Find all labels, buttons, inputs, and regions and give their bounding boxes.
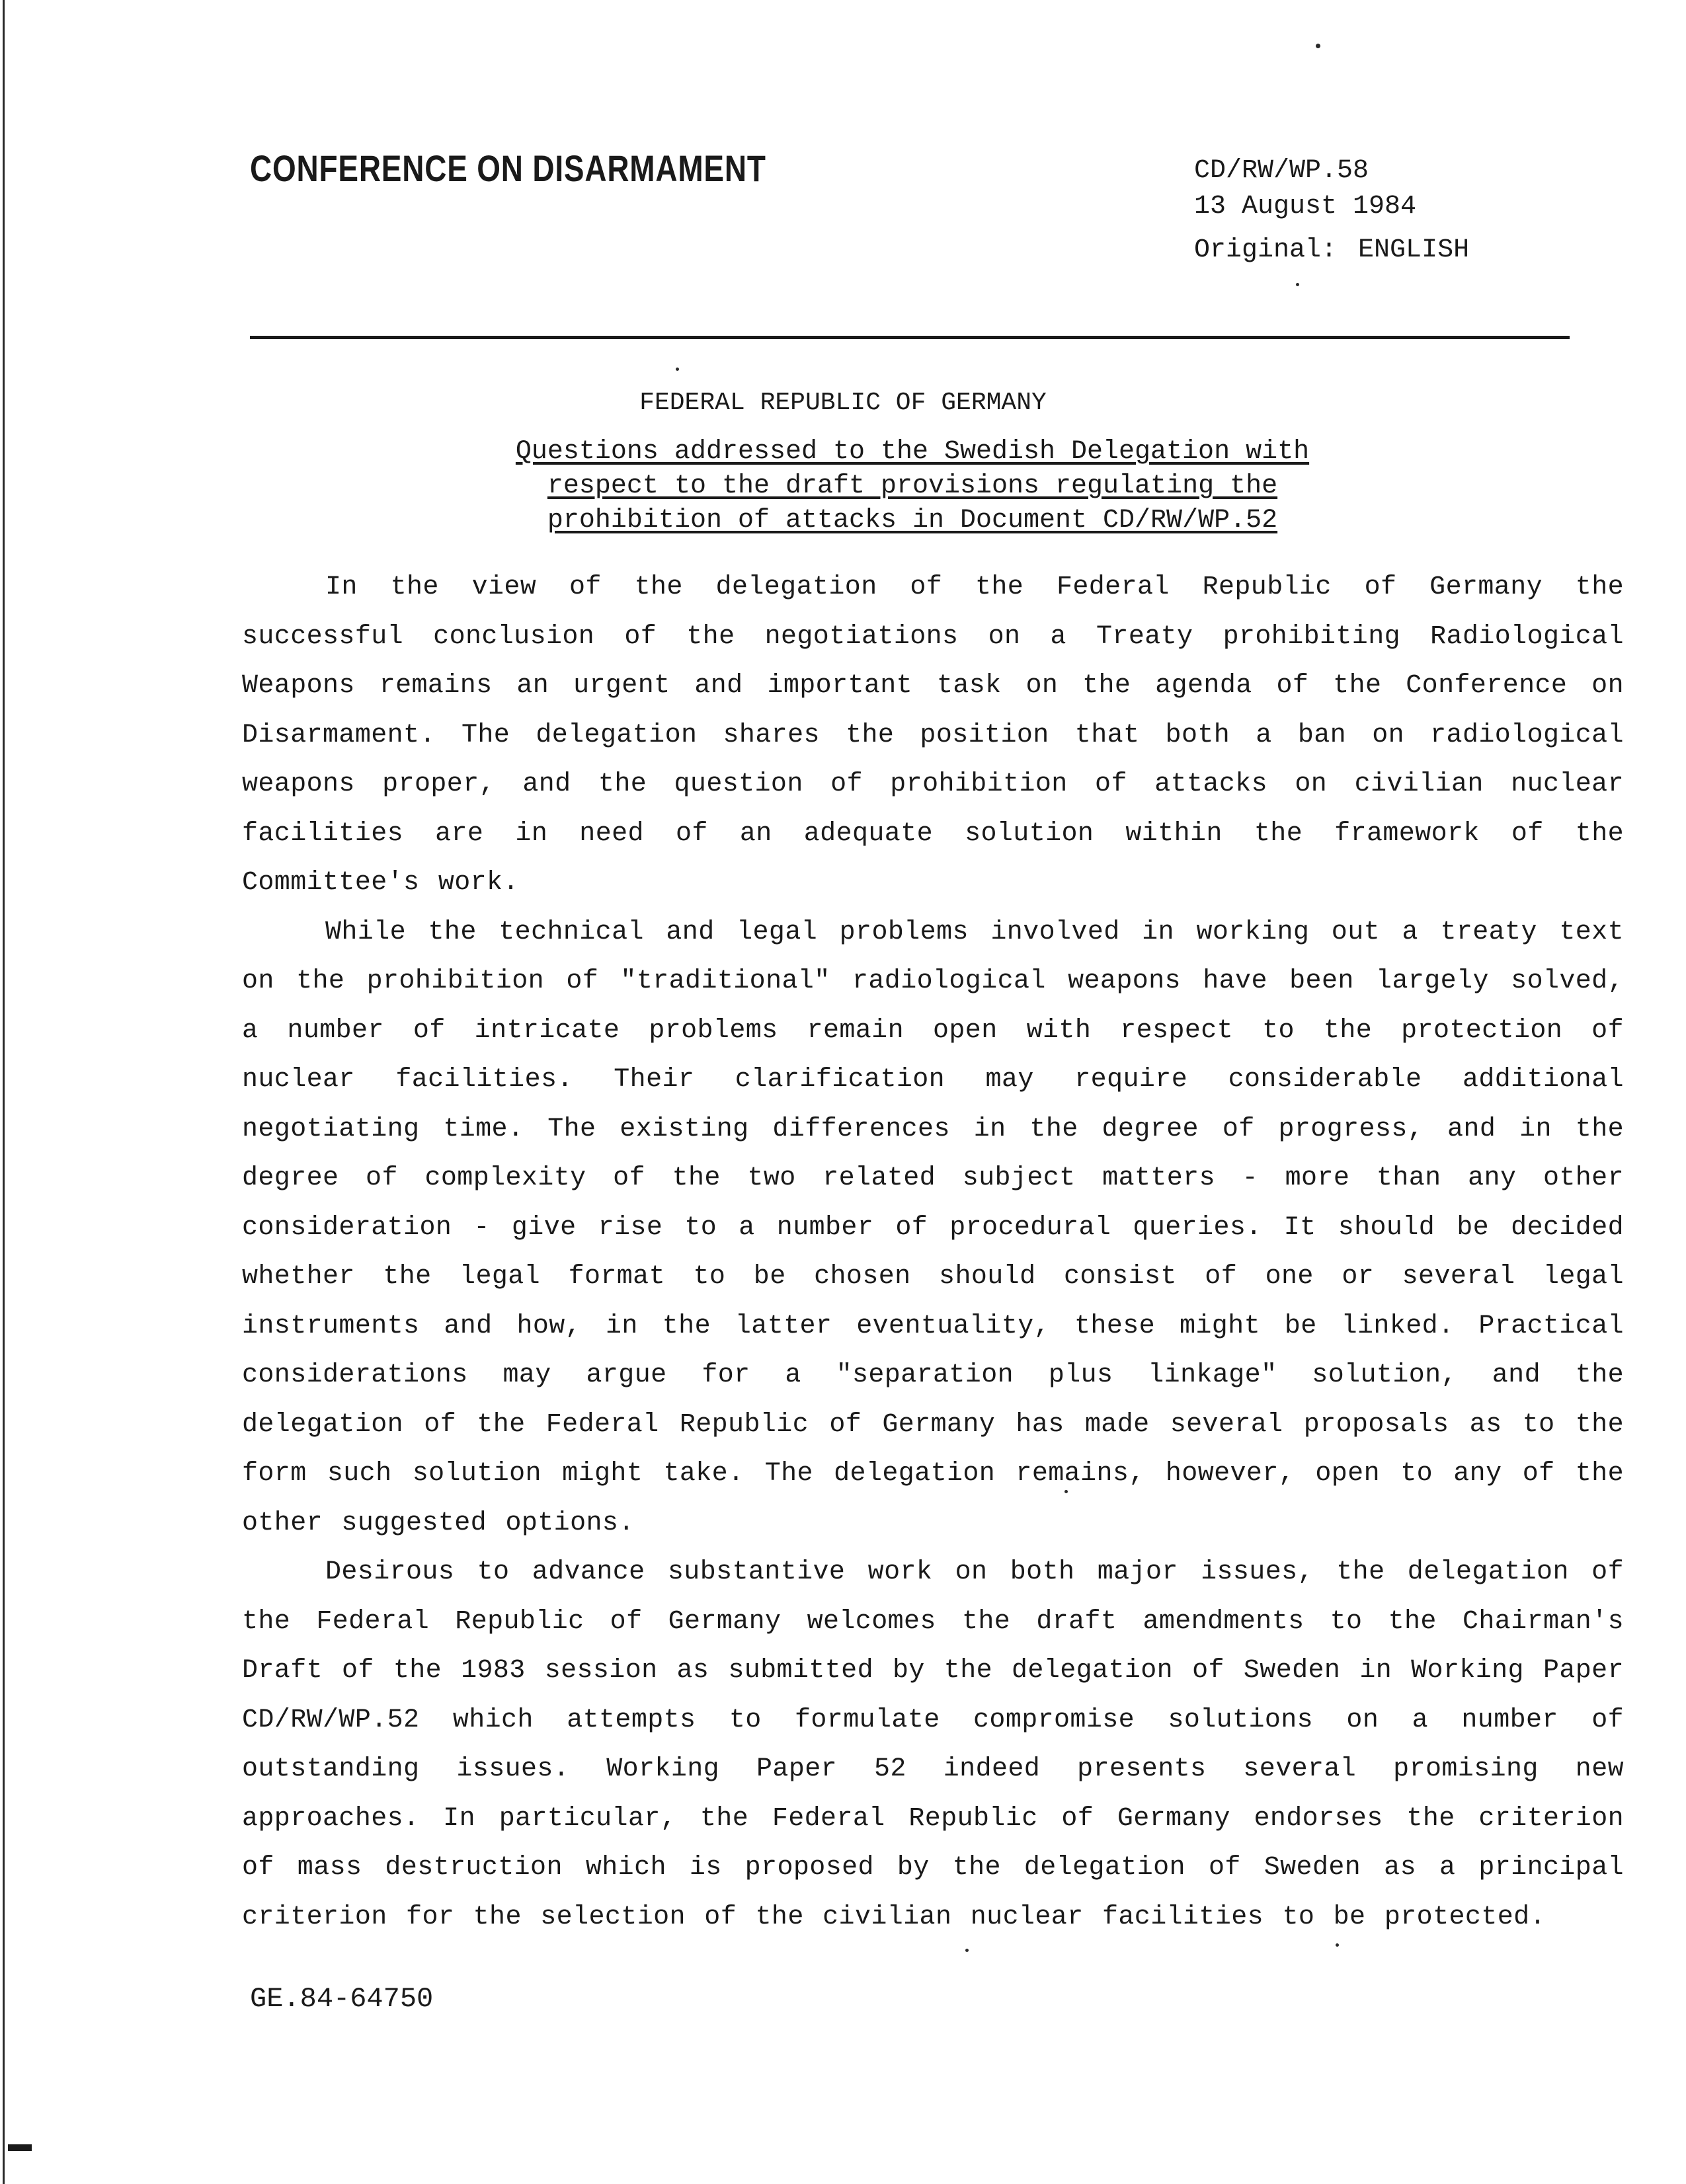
scan-speck <box>1064 1490 1068 1493</box>
document-symbol: CD/RW/WP.58 <box>1194 156 1369 186</box>
scan-speck <box>1316 44 1320 48</box>
original-language: ENGLISH <box>1358 235 1470 265</box>
document-date: 13 August 1984 <box>1194 192 1417 221</box>
scan-speck <box>1296 283 1299 286</box>
paragraph-1: In the view of the delegation of the Federal Republic of Germany the successful conclusion of the negotiations on a Treaty prohibiting Radiological Weapons remains an urgent and important task on the agenda of the Conference on Disarmament. The delegation shares the position that both a ban on radiological weapons proper, and the question of prohibition of attacks on civilian nuclear facilities are in need of an adequate solution within the framework of the Committee's work. <box>242 572 1624 898</box>
subject-line-3: prohibition of attacks in Document CD/RW/WP.52 <box>547 506 1278 535</box>
scan-corner-mark <box>8 2144 32 2151</box>
paragraph-2: While the technical and legal problems involved in working out a treaty text on the prohibition of "traditional" radiological weapons have been largely solved, a number of intricate problems remain open with respect to the protection of nuclear facilities. Their clarification may require considerable additional negotiating time. The existing differences in the degree of progress, and in the degree of complexity of the two related subject matters - more than any other consideration - give rise to a number of procedural queries. It should be decided whether the legal format to be chosen should consist of one or several legal instruments and how, in the latter eventuality, these might be linked. Practical considerations may argue for a "separation plus linkage" solution, and the delegation of the Federal Republic of Germany has made several proposals as to the form such solution might take. The delegation remains, however, open to any of the other suggested options. <box>242 917 1624 1538</box>
organization-title: CONFERENCE ON DISARMAMENT <box>250 147 766 189</box>
scan-speck <box>1336 1943 1339 1947</box>
header-divider <box>250 336 1570 339</box>
original-label: Original: <box>1194 235 1338 265</box>
subject-line-2: respect to the draft provisions regulating the <box>547 471 1278 501</box>
paragraph-3: Desirous to advance substantive work on both major issues, the delegation of the Federal Republic of Germany welcomes the draft amendments to the Chairman's Draft of the 1983 session as submitted by the delegation of Sweden in Working Paper CD/RW/WP.52 which attempts to formulate compromise solutions on a number of outstanding issues. Working Paper 52 indeed presents several promising new approaches. In particular, the Federal Republic of Germany endorses the criterion of mass destruction which is proposed by the delegation of Sweden as a principal criterion for the selection of the civilian nuclear facilities to be protected. <box>242 1557 1624 1932</box>
subject-line-1: Questions addressed to the Swedish Delegation with <box>515 437 1310 467</box>
subject-heading <box>463 435 1362 538</box>
submitter-heading: FEDERAL REPUBLIC OF GERMANY <box>639 389 1047 417</box>
original-language-row <box>1194 233 1469 268</box>
scan-edge <box>3 0 5 2184</box>
job-number: GE.84-64750 <box>250 1983 434 2015</box>
document-metadata <box>1194 153 1469 268</box>
document-body <box>242 563 1624 1942</box>
scan-speck <box>965 1949 969 1952</box>
scan-speck <box>676 368 679 371</box>
